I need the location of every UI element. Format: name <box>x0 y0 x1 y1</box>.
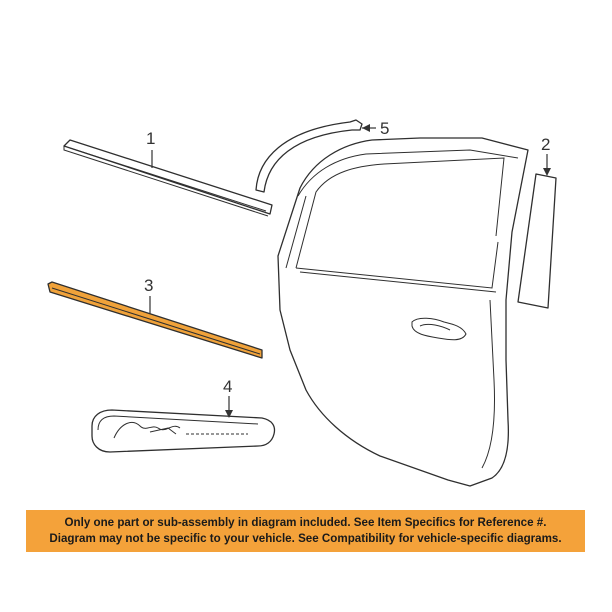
callout-2: 2 <box>541 135 551 154</box>
part-3-door-moulding <box>48 282 262 358</box>
disclaimer-line-1: Only one part or sub-assembly in diagram included. See Item Specifics for Reference #. <box>64 516 547 529</box>
front-door-outline <box>278 138 528 486</box>
callout-2-arrow <box>543 168 551 176</box>
disclaimer-line-2: Diagram may not be specific to your vehicle. See Compatibility for vehicle-specific diagrams. <box>49 532 562 545</box>
callout-1: 1 <box>146 129 156 148</box>
disclaimer-banner <box>26 510 585 552</box>
part-1-belt-moulding <box>64 140 272 216</box>
callout-5: 5 <box>380 119 390 138</box>
part-2-pillar-applique <box>518 174 556 308</box>
callout-3: 3 <box>144 276 154 295</box>
part-4-emblem <box>92 410 275 452</box>
callout-5-arrow <box>362 124 370 132</box>
callout-4: 4 <box>223 377 233 396</box>
